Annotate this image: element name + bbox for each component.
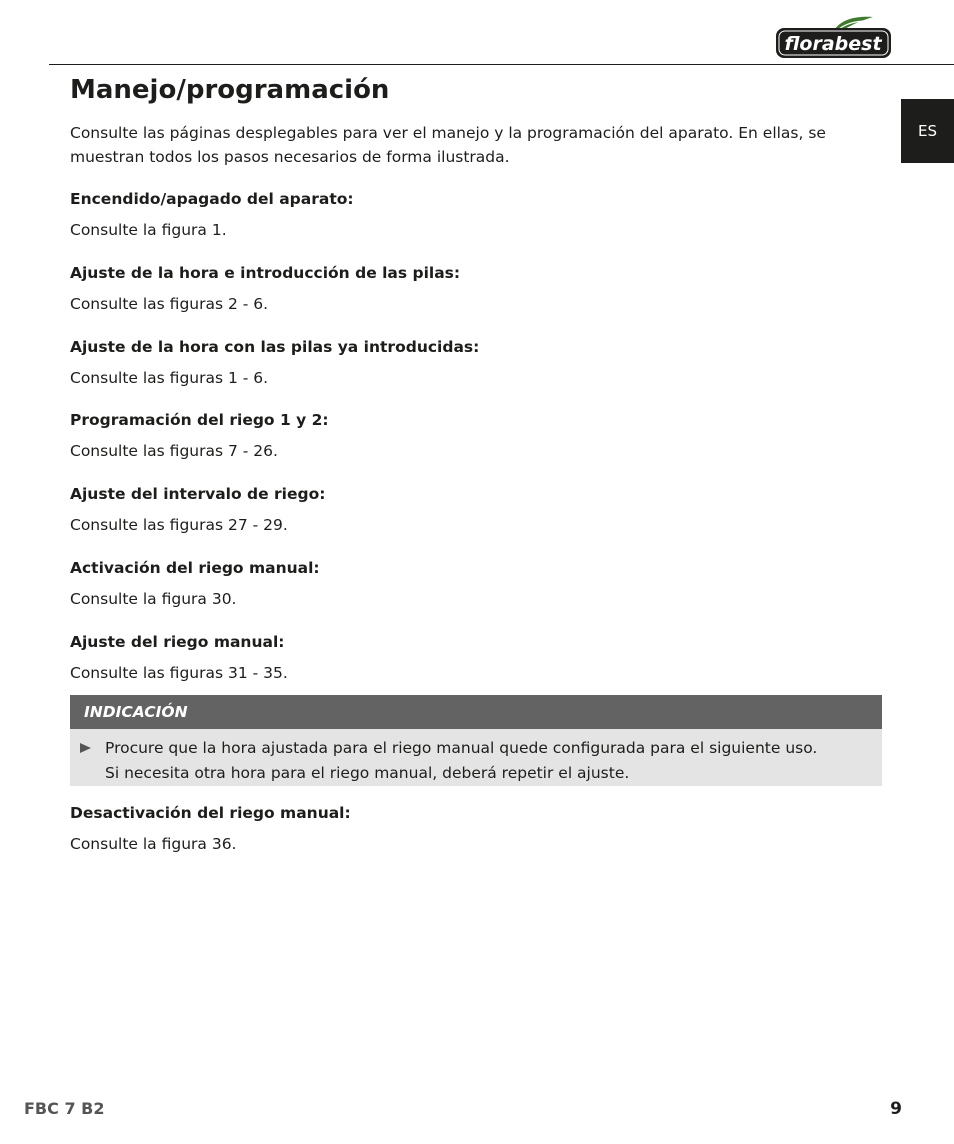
note-title: INDICACIÓN: [70, 695, 882, 729]
section-time-batteries: [70, 263, 882, 314]
section-heading: Activación del riego manual:: [70, 559, 320, 577]
florabest-logo: [775, 14, 893, 60]
section-manual-activation: [70, 558, 882, 609]
section-manual-setting: [70, 632, 882, 683]
note-box: [70, 695, 882, 786]
section-watering-program: [70, 410, 882, 461]
section-heading: Ajuste del intervalo de riego:: [70, 485, 326, 503]
section-manual-deactivation: [70, 803, 882, 854]
logo-text: florabest: [784, 33, 882, 55]
section-body: Consulte las figuras 31 - 35.: [70, 664, 288, 682]
section-interval: [70, 484, 882, 535]
section-heading: Ajuste de la hora con las pilas ya introducidas:: [70, 338, 480, 356]
intro-paragraph: Consulte las páginas desplegables para ver el manejo y la programación del aparato. En ellas, se muestran todos los pasos necesarios de forma ilustrada.: [70, 124, 826, 166]
section-body: Consulte las figuras 2 - 6.: [70, 295, 269, 313]
section-power: [70, 189, 882, 240]
section-body: Consulte las figuras 7 - 26.: [70, 442, 278, 460]
language-tab: ES: [901, 99, 954, 163]
section-body: Consulte las figuras 1 - 6.: [70, 369, 269, 387]
footer-page-number: 9: [890, 1099, 902, 1119]
section-heading: Ajuste de la hora e introducción de las pilas:: [70, 264, 461, 282]
section-heading: Ajuste del riego manual:: [70, 633, 285, 651]
section-body: Consulte la figura 36.: [70, 835, 237, 853]
section-body: Consulte las figuras 27 - 29.: [70, 516, 288, 534]
section-body: Consulte la figura 30.: [70, 590, 237, 608]
note-body: [70, 729, 882, 786]
florabest-logo-graphic: [775, 14, 893, 60]
section-body: Consulte la figura 1.: [70, 221, 227, 239]
section-heading: Programación del riego 1 y 2:: [70, 411, 329, 429]
section-heading: Desactivación del riego manual:: [70, 804, 351, 822]
note-line: Procure que la hora ajustada para el riego manual quede configurada para el siguiente uso.: [105, 739, 818, 757]
note-line: Si necesita otra hora para el riego manual, deberá repetir el ajuste.: [105, 764, 630, 782]
triangle-right-icon: [80, 743, 91, 753]
page-title: Manejo/programación: [70, 75, 390, 105]
header-divider: [49, 64, 954, 65]
footer-model-number: FBC 7 B2: [24, 1099, 105, 1118]
section-heading: Encendido/apagado del aparato:: [70, 190, 354, 208]
section-time-installed-batteries: [70, 337, 882, 388]
